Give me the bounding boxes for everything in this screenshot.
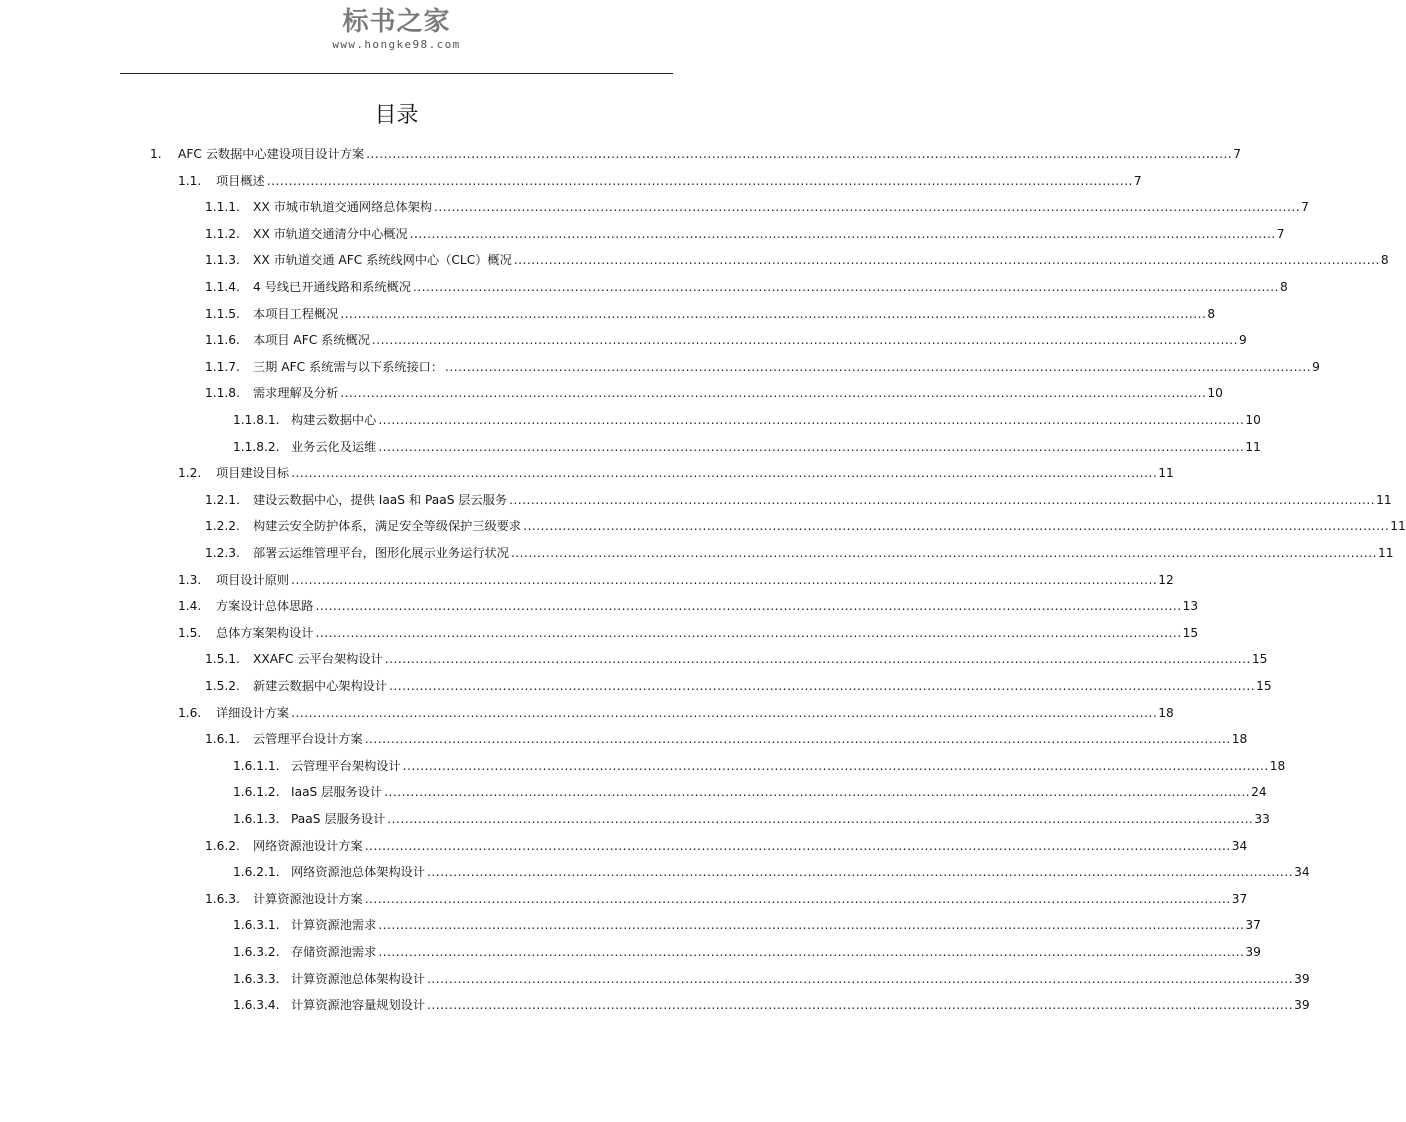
toc-entry[interactable] xyxy=(205,487,1392,513)
toc-entry-title: 计算资源池设计方案 xyxy=(253,892,363,906)
toc-entry-page: 34 xyxy=(1231,839,1248,853)
toc-entry-page: 24 xyxy=(1251,785,1267,799)
toc-entry-leader xyxy=(340,301,1206,327)
toc-entry[interactable] xyxy=(205,513,1406,539)
toc-entry[interactable] xyxy=(233,992,1310,1018)
toc-entry-title: XX 市轨道交通清分中心概况 xyxy=(253,227,408,241)
toc-entry-page: 8 xyxy=(1380,253,1389,267)
toc-entry-number: 1.1.8.2. xyxy=(233,440,280,454)
toc-entry-page: 15 xyxy=(1251,652,1268,666)
toc-entry-page: 11 xyxy=(1378,546,1394,560)
toc-entry-leader xyxy=(385,646,1251,672)
logo-title: 标书之家 xyxy=(342,7,451,37)
toc-title: 目录 xyxy=(374,103,419,128)
toc-entry-number: 1.3. xyxy=(178,573,202,587)
toc-entry-page: 12 xyxy=(1158,573,1174,587)
toc-entry-page: 7 xyxy=(1233,147,1242,161)
toc-entry-page: 37 xyxy=(1231,892,1248,906)
toc-entry-number: 1.1.5. xyxy=(205,307,240,321)
toc-entry[interactable] xyxy=(233,939,1261,965)
toc-entry-page: 18 xyxy=(1231,732,1248,746)
toc-entry-number: 1.5.2. xyxy=(205,679,240,693)
toc-entry[interactable] xyxy=(233,753,1286,779)
toc-entry[interactable] xyxy=(205,274,1288,300)
toc-entry-leader xyxy=(509,487,1375,513)
toc-entry[interactable] xyxy=(205,673,1272,699)
toc-entry-page: 11 xyxy=(1376,493,1392,507)
toc-entry-leader xyxy=(387,806,1253,832)
toc-entry-page: 33 xyxy=(1254,812,1270,826)
toc-entry-number: 1. xyxy=(150,147,162,161)
toc-entry-title: IaaS 层服务设计 xyxy=(291,785,383,799)
toc-entry-page: 18 xyxy=(1158,706,1174,720)
toc-entry-leader xyxy=(389,673,1255,699)
toc-entry-title: 建设云数据中心，提供 IaaS 和 PaaS 层云服务 xyxy=(253,493,508,507)
toc-entry-leader xyxy=(378,912,1244,938)
toc-entry-page: 9 xyxy=(1239,333,1247,347)
toc-entry-leader xyxy=(291,700,1157,726)
toc-entry-leader xyxy=(365,833,1231,859)
toc-entry-title: 本项目工程概况 xyxy=(253,307,339,321)
toc-entry-leader xyxy=(316,620,1182,646)
toc-entry-page: 39 xyxy=(1294,998,1310,1012)
toc-entry-title: 构建云数据中心 xyxy=(291,413,377,427)
toc-entry-leader xyxy=(378,434,1244,460)
toc-entry-number: 1.6.2. xyxy=(205,839,240,853)
toc-entry-page: 11 xyxy=(1390,519,1406,533)
toc-entry[interactable] xyxy=(233,407,1261,433)
toc-entry-leader xyxy=(445,354,1311,380)
toc-entry-leader xyxy=(365,886,1231,912)
toc-entry-leader xyxy=(514,247,1380,273)
toc-entry-page: 10 xyxy=(1207,386,1223,400)
toc-entry[interactable] xyxy=(205,540,1394,566)
toc-entry-title: 网络资源池总体架构设计 xyxy=(291,865,426,879)
toc-entry-number: 1.5. xyxy=(178,626,202,640)
toc-entry-number: 1.6.3.3. xyxy=(233,972,280,986)
toc-entry-leader xyxy=(427,966,1293,992)
toc-entry-page: 15 xyxy=(1256,679,1272,693)
toc-entry-title: 三期 AFC 系统需与以下系统接口： xyxy=(253,360,444,374)
toc-entry-leader xyxy=(410,221,1276,247)
toc-entry-number: 1.6.1.1. xyxy=(233,759,280,773)
toc-entry-number: 1.6.3.4. xyxy=(233,998,280,1012)
toc-entry-page: 37 xyxy=(1245,918,1261,932)
toc-entry-title: 业务云化及运维 xyxy=(291,440,377,454)
toc-entry-title: 4 号线已开通线路和系统概况 xyxy=(253,280,411,294)
toc-entry-title: AFC 云数据中心建设项目设计方案 xyxy=(178,147,365,161)
toc-entry-leader xyxy=(340,380,1206,406)
header-divider xyxy=(120,73,673,74)
toc-entry-number: 1.1.6. xyxy=(205,333,240,347)
toc-entry[interactable] xyxy=(178,700,1174,726)
toc-entry-title: 构建云安全防护体系，满足安全等级保护三级要求 xyxy=(253,519,522,533)
toc-entry-page: 39 xyxy=(1294,972,1310,986)
toc-entry[interactable] xyxy=(233,966,1310,992)
toc-entry-leader xyxy=(523,513,1389,539)
toc-entry-leader xyxy=(427,992,1293,1018)
toc-entry[interactable] xyxy=(233,779,1267,805)
toc-entry[interactable] xyxy=(205,354,1320,380)
toc-entry[interactable] xyxy=(205,726,1248,752)
toc-entry[interactable] xyxy=(205,194,1309,220)
toc-entry-title: 计算资源池总体架构设计 xyxy=(291,972,426,986)
toc-entry[interactable] xyxy=(205,301,1216,327)
toc-entry-page: 11 xyxy=(1158,466,1174,480)
toc-entry-title: 新建云数据中心架构设计 xyxy=(253,679,388,693)
toc-entry-title: 网络资源池设计方案 xyxy=(253,839,363,853)
toc-entry-number: 1.1.7. xyxy=(205,360,240,374)
toc-entry-leader xyxy=(291,460,1157,486)
toc-entry-number: 1.6.1.3. xyxy=(233,812,280,826)
toc-entry-title: 项目建设目标 xyxy=(216,466,290,480)
toc-entry-leader xyxy=(413,274,1279,300)
toc-entry-page: 8 xyxy=(1279,280,1288,294)
toc-entry-number: 1.2.1. xyxy=(205,493,240,507)
toc-entry-number: 1.6.3.2. xyxy=(233,945,280,959)
toc-entry-page: 39 xyxy=(1245,945,1261,959)
toc-entry-page: 7 xyxy=(1276,227,1285,241)
toc-entry-leader xyxy=(267,168,1133,194)
toc-entry-leader xyxy=(403,753,1269,779)
toc-entry-leader xyxy=(511,540,1377,566)
toc-entry-leader xyxy=(291,567,1157,593)
toc-entry-title: 部署云运维管理平台，图形化展示业务运行状况 xyxy=(253,546,509,560)
toc-entry[interactable] xyxy=(205,247,1389,273)
toc-entry-leader xyxy=(434,194,1300,220)
toc-entry[interactable] xyxy=(205,833,1248,859)
toc-entry-title: XX 市轨道交通 AFC 系统线网中心（CLC）概况 xyxy=(253,253,512,267)
toc-entry-title: 项目概述 xyxy=(216,174,265,188)
toc-entry-leader xyxy=(384,779,1250,805)
toc-entry-title: 项目设计原则 xyxy=(216,573,290,587)
toc-entry-page: 8 xyxy=(1207,307,1216,321)
toc-entry-leader xyxy=(372,327,1238,353)
toc-entry-page: 10 xyxy=(1245,413,1261,427)
toc-entry-title: 云管理平台设计方案 xyxy=(253,732,363,746)
toc-entry-title: PaaS 层服务设计 xyxy=(291,812,386,826)
toc-entry[interactable] xyxy=(205,327,1247,353)
toc-entry[interactable] xyxy=(178,460,1174,486)
toc-entry-number: 1.1.8.1. xyxy=(233,413,280,427)
toc-entry[interactable] xyxy=(233,859,1310,885)
toc-entry-page: 9 xyxy=(1312,360,1320,374)
toc-entry[interactable] xyxy=(178,567,1174,593)
toc-entry[interactable] xyxy=(233,434,1261,460)
toc-entry-page: 7 xyxy=(1133,174,1142,188)
toc-entry[interactable] xyxy=(178,168,1142,194)
toc-entry-title: XXAFC 云平台架构设计 xyxy=(253,652,383,666)
toc-entry-title: 详细设计方案 xyxy=(216,706,290,720)
toc-entry-number: 1.6.1.2. xyxy=(233,785,280,799)
toc-entry-number: 1.6.2.1. xyxy=(233,865,280,879)
toc-entry-title: 本项目 AFC 系统概况 xyxy=(253,333,370,347)
toc-entry-number: 1.6.1. xyxy=(205,732,240,746)
toc-entry-number: 1.1.3. xyxy=(205,253,240,267)
toc-entry[interactable] xyxy=(205,646,1268,672)
toc-entry-number: 1.1. xyxy=(178,174,202,188)
toc-entry-number: 1.2. xyxy=(178,466,202,480)
logo-url: www.hongke98.com xyxy=(332,38,461,51)
toc-entry-leader xyxy=(378,939,1244,965)
toc-entry-page: 7 xyxy=(1301,200,1309,214)
toc-entry[interactable] xyxy=(150,141,1242,167)
toc-entry-leader xyxy=(365,726,1231,752)
toc-entry-title: 存储资源池需求 xyxy=(291,945,377,959)
toc-entry[interactable] xyxy=(205,886,1248,912)
toc-entry-number: 1.6.3.1. xyxy=(233,918,280,932)
toc-entry-title: 方案设计总体思路 xyxy=(216,599,314,613)
toc-entry-page: 18 xyxy=(1269,759,1286,773)
toc-entry-number: 1.1.2. xyxy=(205,227,240,241)
toc-entry[interactable] xyxy=(233,806,1270,832)
toc-entry-title: 需求理解及分析 xyxy=(253,386,339,400)
toc-entry-number: 1.1.1. xyxy=(205,200,240,214)
toc-entry-title: 计算资源池需求 xyxy=(291,918,377,932)
toc-entry-number: 1.4. xyxy=(178,599,202,613)
toc-entry-page: 15 xyxy=(1182,626,1199,640)
toc-entry[interactable] xyxy=(233,912,1261,938)
toc-entry[interactable] xyxy=(178,620,1199,646)
toc-entry-number: 1.6. xyxy=(178,706,202,720)
toc-entry-leader xyxy=(366,141,1232,167)
toc-entry-number: 1.1.8. xyxy=(205,386,240,400)
toc-entry-title: 总体方案架构设计 xyxy=(216,626,314,640)
toc-entry-leader xyxy=(378,407,1244,433)
toc-entry-page: 34 xyxy=(1294,865,1310,879)
toc-entry-title: 计算资源池容量规划设计 xyxy=(291,998,426,1012)
toc-entry-title: XX 市城市轨道交通网络总体架构 xyxy=(253,200,433,214)
toc-entry-title: 云管理平台架构设计 xyxy=(291,759,401,773)
toc-entry-number: 1.2.2. xyxy=(205,519,240,533)
toc-entry-page: 13 xyxy=(1182,599,1199,613)
toc-entry[interactable] xyxy=(205,380,1223,406)
toc-entry[interactable] xyxy=(205,221,1285,247)
toc-entry-number: 1.6.3. xyxy=(205,892,240,906)
toc-entry-number: 1.2.3. xyxy=(205,546,240,560)
site-logo xyxy=(0,6,793,52)
toc-entry[interactable] xyxy=(178,593,1199,619)
toc-entry-page: 11 xyxy=(1245,440,1261,454)
toc-entry-leader xyxy=(316,593,1182,619)
toc-entry-number: 1.5.1. xyxy=(205,652,240,666)
toc-entry-leader xyxy=(427,859,1293,885)
toc-entry-number: 1.1.4. xyxy=(205,280,240,294)
